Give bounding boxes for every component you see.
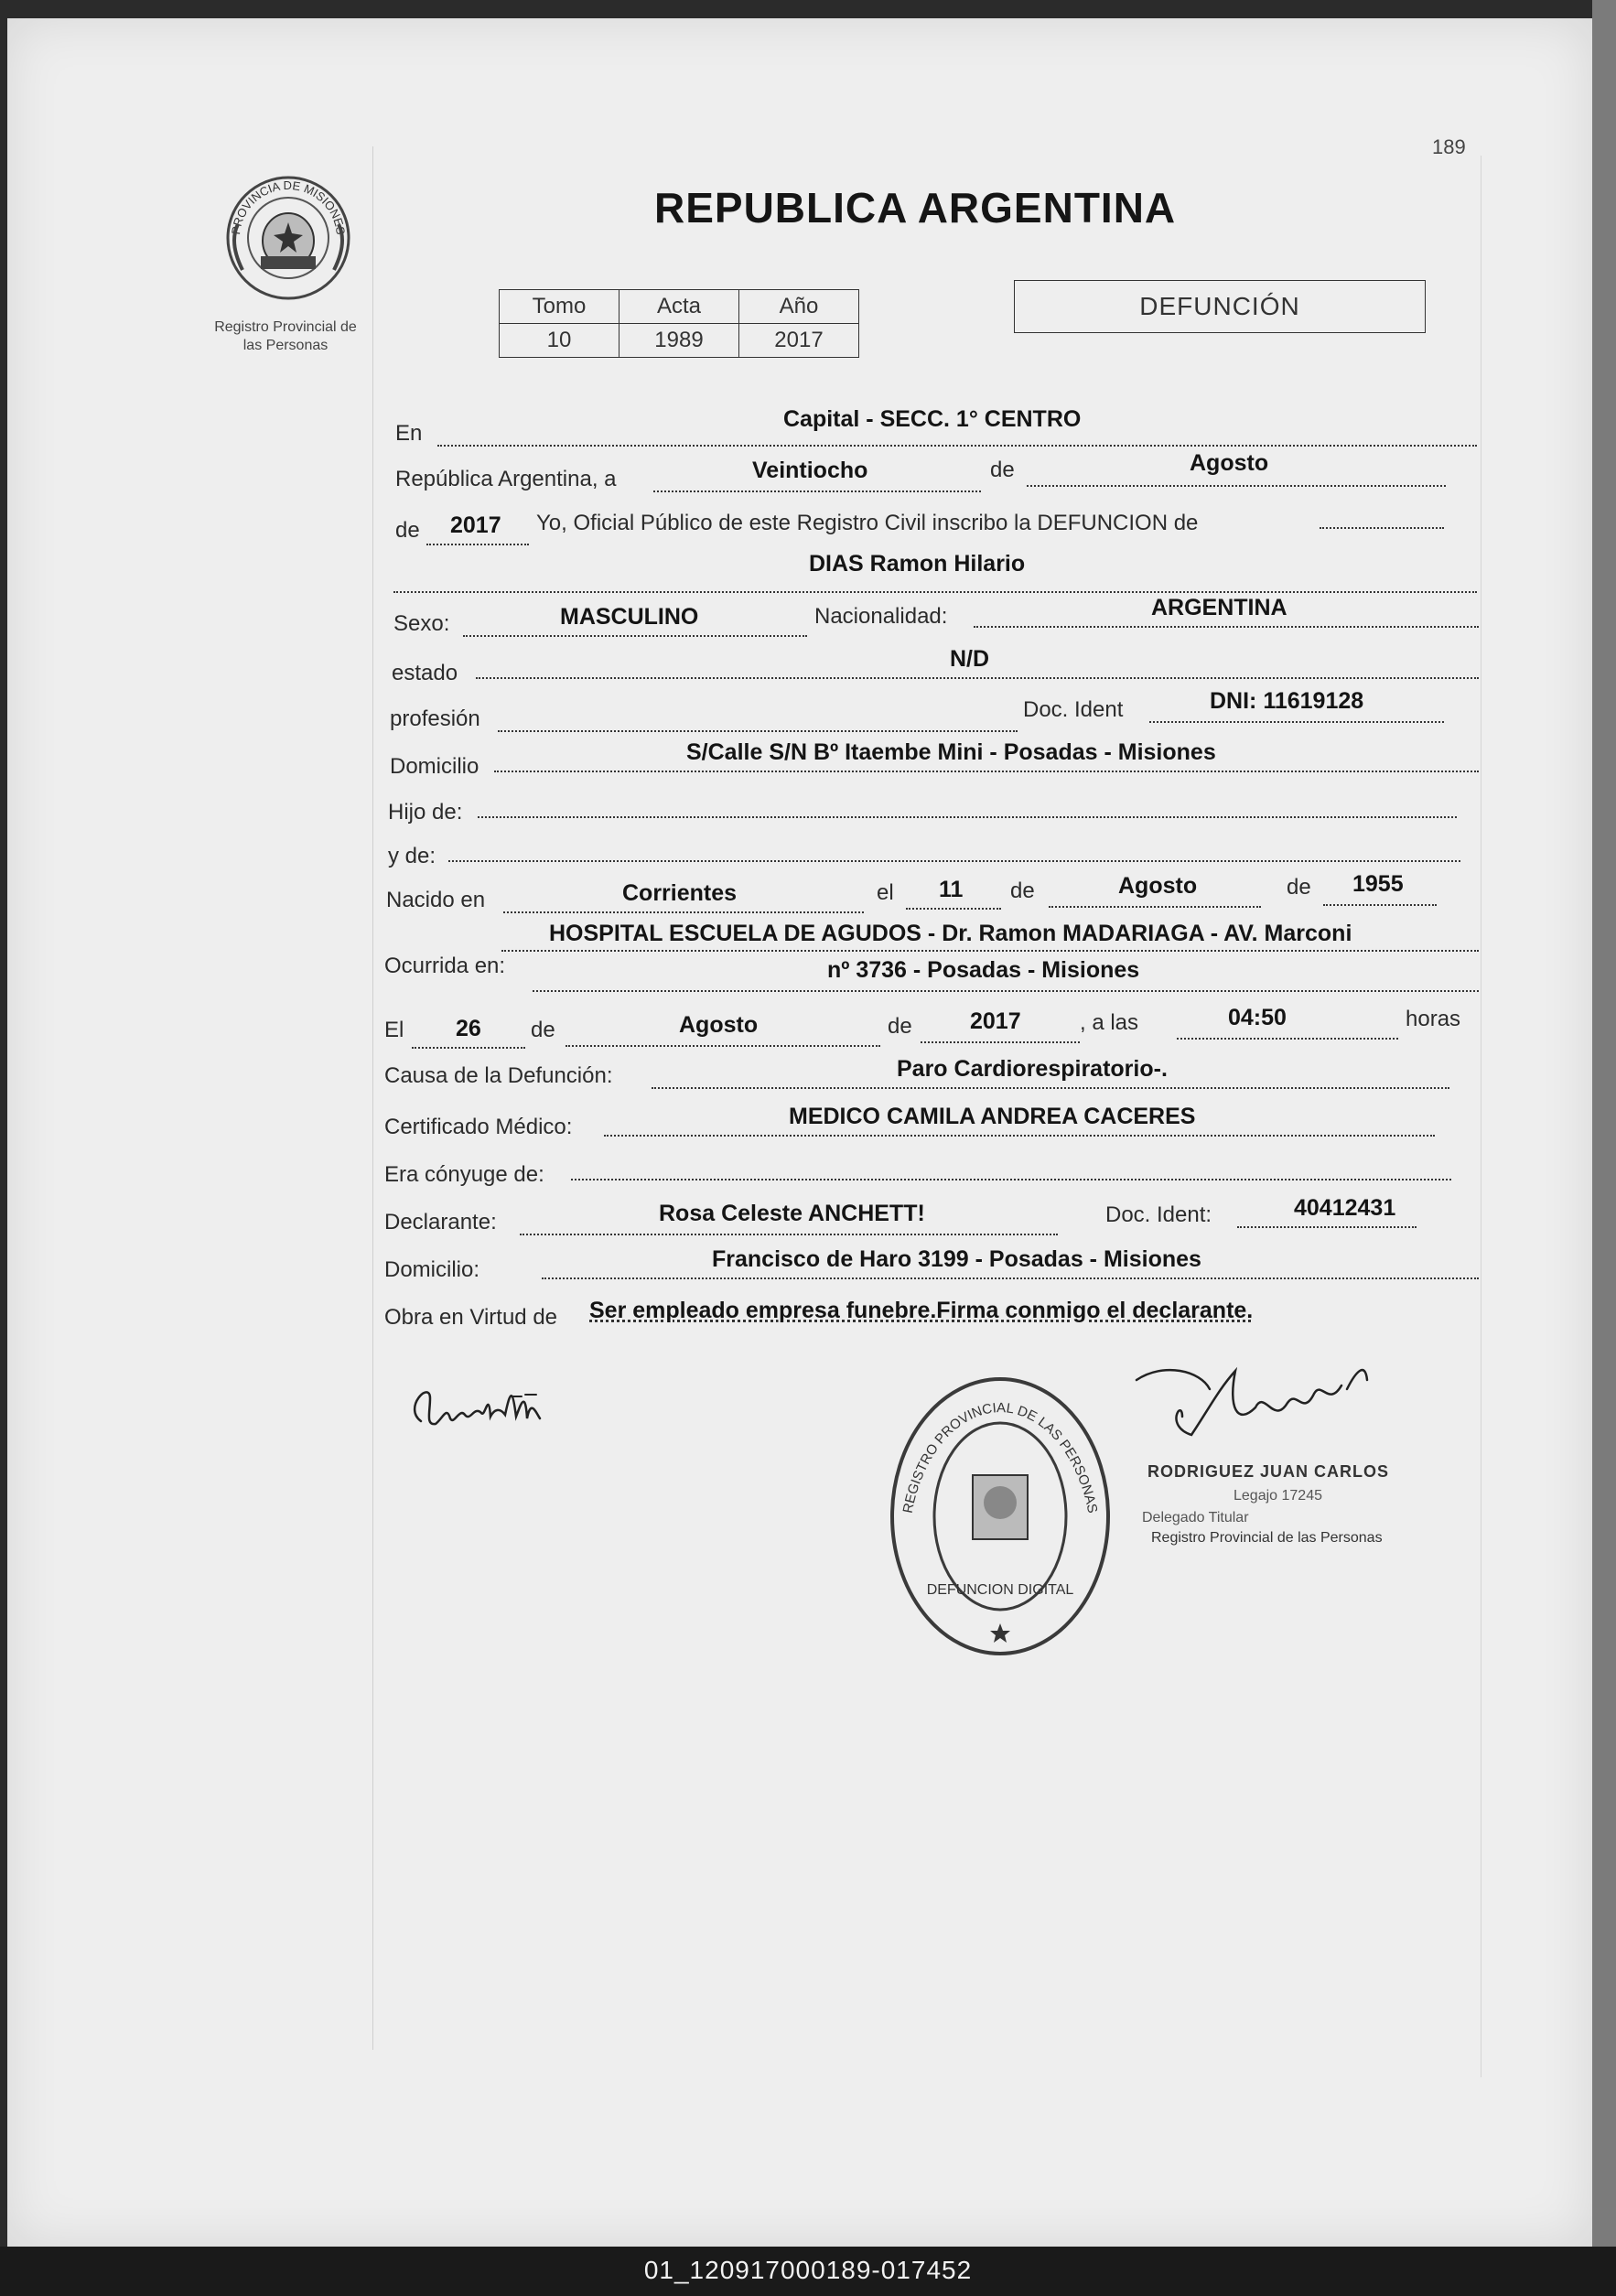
death-de-label: de bbox=[531, 1018, 555, 1042]
tomo-value: 10 bbox=[500, 324, 619, 358]
de-label: de bbox=[990, 458, 1015, 482]
nacionalidad-value: ARGENTINA bbox=[1151, 595, 1287, 620]
declarante-domicilio-label: Domicilio: bbox=[384, 1257, 480, 1282]
tomo-header: Tomo bbox=[500, 290, 619, 324]
official-stamp-icon bbox=[886, 1365, 1115, 1658]
nacido-label: Nacido en bbox=[386, 888, 486, 912]
declarant-signature bbox=[403, 1371, 567, 1444]
declarante-label: Declarante: bbox=[384, 1210, 497, 1234]
birth-day-value: 11 bbox=[939, 877, 964, 902]
declarante-doc-label: Doc. Ident: bbox=[1105, 1202, 1212, 1227]
birth-de-label: de bbox=[1010, 879, 1035, 903]
doc-ident-label: Doc. Ident bbox=[1023, 697, 1124, 722]
certificado-label: Certificado Médico: bbox=[384, 1115, 573, 1139]
official-legajo: Legajo 17245 bbox=[1234, 1488, 1322, 1504]
svg-text:REGISTRO PROVINCIAL DE LAS PER: REGISTRO PROVINCIAL DE LAS PERSONAS bbox=[900, 1400, 1101, 1515]
year-prefix-label: de bbox=[395, 518, 420, 543]
fill-line bbox=[652, 1087, 1449, 1089]
domicilio-label: Domicilio bbox=[390, 754, 479, 779]
republica-label: República Argentina, a bbox=[395, 467, 617, 491]
footer-bar bbox=[0, 2247, 1616, 2296]
sexo-value: MASCULINO bbox=[560, 604, 699, 630]
reference-table bbox=[499, 289, 859, 358]
birth-de-label-2: de bbox=[1287, 875, 1311, 900]
death-year-value: 2017 bbox=[970, 1008, 1021, 1034]
registration-year-value: 2017 bbox=[450, 512, 501, 538]
causa-value: Paro Cardiorespiratorio-. bbox=[897, 1056, 1168, 1082]
death-day-value: 26 bbox=[456, 1016, 481, 1041]
official-title: Delegado Titular bbox=[1142, 1510, 1249, 1525]
registration-day-value: Veintiocho bbox=[752, 458, 868, 483]
hijo-de-label: Hijo de: bbox=[388, 800, 463, 825]
doc-ident-value: DNI: 11619128 bbox=[1210, 688, 1364, 714]
causa-label: Causa de la Defunción: bbox=[384, 1063, 613, 1088]
declarante-doc-value: 40412431 bbox=[1294, 1195, 1396, 1221]
fill-line bbox=[426, 544, 529, 545]
conyuge-label: Era cónyuge de: bbox=[384, 1162, 544, 1187]
declarante-value: Rosa Celeste ANCHETT! bbox=[659, 1201, 925, 1226]
certificado-value: MEDICO CAMILA ANDREA CACERES bbox=[789, 1104, 1196, 1129]
official-statement: Yo, Oficial Público de este Registro Civil inscribo la DEFUNCION de bbox=[536, 511, 1199, 535]
fill-line bbox=[503, 911, 864, 913]
death-place-line1: HOSPITAL ESCUELA DE AGUDOS - Dr. Ramon MADARIAGA - AV. Marconi bbox=[549, 921, 1352, 946]
death-month-value: Agosto bbox=[679, 1012, 759, 1038]
svg-text:DEFUNCION DIGITAL: DEFUNCION DIGITAL bbox=[926, 1582, 1074, 1598]
registration-month-value: Agosto bbox=[1190, 450, 1269, 476]
horas-label: horas bbox=[1406, 1007, 1461, 1031]
registry-label-line1: Registro Provincial de bbox=[214, 319, 357, 335]
obra-label: Obra en Virtud de bbox=[384, 1305, 558, 1330]
place-value: Capital - SECC. 1° CENTRO bbox=[783, 406, 1082, 432]
y-de-label: y de: bbox=[388, 844, 436, 868]
reference-value-row bbox=[500, 324, 859, 358]
fill-line bbox=[1149, 721, 1444, 723]
a-las-label: , a las bbox=[1080, 1010, 1139, 1035]
estado-label: estado bbox=[392, 661, 458, 685]
fill-line bbox=[412, 1047, 525, 1049]
fill-line bbox=[448, 860, 1460, 862]
fill-line bbox=[571, 1179, 1451, 1180]
margin-rule bbox=[372, 146, 373, 2050]
birth-year-value: 1955 bbox=[1352, 871, 1404, 897]
domicilio-value: S/Calle S/N Bº Itaembe Mini - Posadas - Misiones bbox=[686, 739, 1216, 765]
declarante-domicilio-value: Francisco de Haro 3199 - Posadas - Misiones bbox=[712, 1246, 1201, 1272]
fill-line bbox=[1049, 906, 1261, 908]
acta-value: 1989 bbox=[619, 324, 739, 358]
page-number: 189 bbox=[1432, 135, 1466, 158]
provincial-seal-icon bbox=[220, 169, 357, 307]
fill-line bbox=[542, 1277, 1479, 1279]
fill-line bbox=[906, 908, 1001, 910]
reference-header-row bbox=[500, 290, 859, 324]
registry-label-line2: las Personas bbox=[242, 338, 329, 353]
birth-month-value: Agosto bbox=[1118, 873, 1198, 899]
fill-line bbox=[533, 990, 1479, 992]
fill-line bbox=[1177, 1038, 1398, 1040]
estado-value: N/D bbox=[950, 646, 990, 672]
obra-value: Ser empleado empresa funebre.Firma conmigo el declarante. bbox=[589, 1298, 1254, 1323]
fill-line bbox=[463, 635, 807, 637]
fill-line bbox=[393, 591, 1477, 593]
profesion-label: profesión bbox=[390, 706, 480, 731]
death-el-label: El bbox=[384, 1018, 404, 1042]
deceased-name-value: DIAS Ramon Hilario bbox=[809, 551, 1026, 577]
ocurrida-label: Ocurrida en: bbox=[384, 954, 506, 978]
fill-line bbox=[501, 950, 1479, 952]
death-place-line2: nº 3736 - Posadas - Misiones bbox=[827, 957, 1140, 983]
official-name: RODRIGUEZ JUAN CARLOS bbox=[1147, 1462, 1390, 1481]
document-type-box: DEFUNCIÓN bbox=[1014, 280, 1426, 333]
fill-line bbox=[476, 677, 1479, 679]
fill-line bbox=[1237, 1226, 1417, 1228]
acta-header: Acta bbox=[619, 290, 739, 324]
fill-line bbox=[566, 1045, 880, 1047]
nacionalidad-label: Nacionalidad: bbox=[814, 604, 948, 629]
fill-line bbox=[498, 730, 1018, 732]
fill-line bbox=[1320, 527, 1444, 529]
scan-identifier: 01_120917000189-017452 bbox=[643, 2256, 973, 2284]
fill-line bbox=[921, 1041, 1080, 1043]
registry-label bbox=[194, 318, 377, 355]
anio-value: 2017 bbox=[739, 324, 859, 358]
en-label: En bbox=[395, 421, 423, 446]
fill-line bbox=[520, 1234, 1058, 1235]
fill-line bbox=[604, 1135, 1435, 1137]
el-label: el bbox=[877, 880, 894, 905]
fill-line bbox=[1323, 904, 1437, 906]
fill-line bbox=[478, 816, 1457, 818]
svg-text:PROVINCIA DE MISIONES: PROVINCIA DE MISIONES bbox=[229, 178, 348, 236]
death-time-value: 04:50 bbox=[1228, 1005, 1287, 1030]
death-de-label-2: de bbox=[888, 1014, 912, 1039]
page-edge bbox=[1592, 0, 1616, 2247]
fill-line bbox=[653, 490, 981, 492]
fill-line bbox=[494, 771, 1479, 772]
fill-line bbox=[437, 445, 1477, 447]
official-organization: Registro Provincial de las Personas bbox=[1151, 1530, 1383, 1546]
sexo-label: Sexo: bbox=[393, 611, 450, 636]
fill-line bbox=[974, 626, 1479, 628]
fill-line bbox=[1027, 485, 1446, 487]
birth-place-value: Corrientes bbox=[622, 880, 738, 906]
page-title: REPUBLICA ARGENTINA bbox=[654, 184, 1177, 232]
anio-header: Año bbox=[739, 290, 859, 324]
